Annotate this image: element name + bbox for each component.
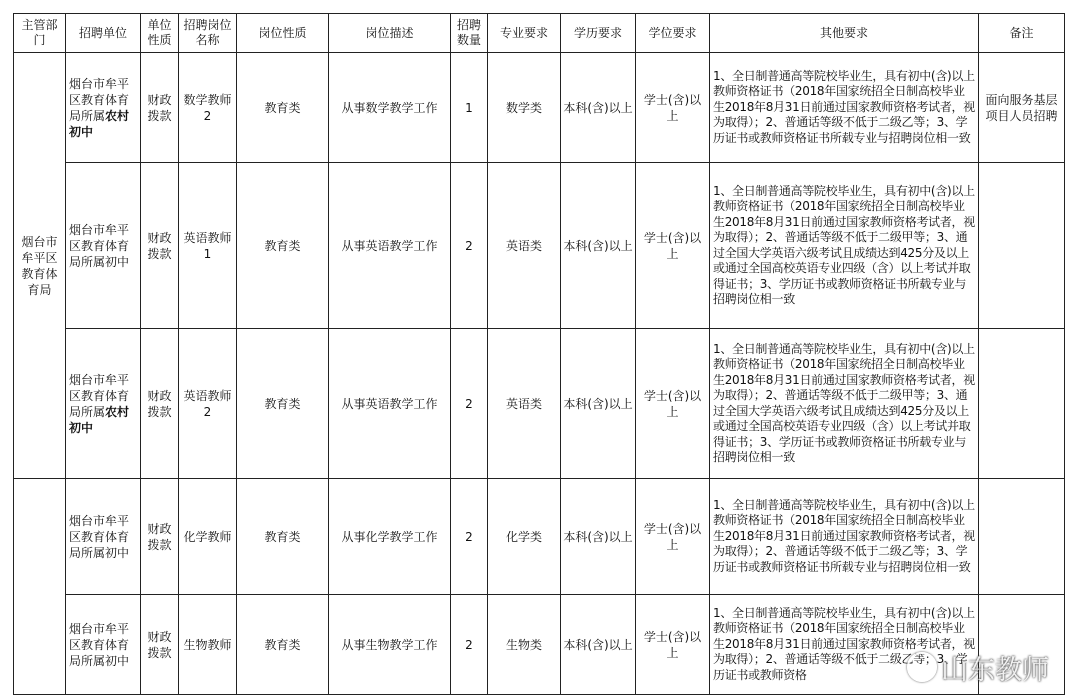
count-cell: 2 (451, 163, 488, 329)
count-cell: 2 (451, 595, 488, 695)
nature-cell: 财政拨款 (141, 329, 179, 479)
header-remark: 备注 (979, 14, 1065, 53)
unit-cell (66, 329, 141, 479)
major-cell: 数学类 (488, 53, 561, 163)
degree-cell: 学士(含)以上 (636, 53, 710, 163)
edu-cell: 本科(含)以上 (561, 329, 636, 479)
header-count: 招聘数量 (451, 14, 488, 53)
post-type-cell: 教育类 (237, 329, 329, 479)
major-cell: 英语类 (488, 163, 561, 329)
remark-cell: 面向服务基层项目人员招聘 (979, 53, 1065, 163)
header-post-name: 招聘岗位名称 (179, 14, 237, 53)
post-desc-cell: 从事生物教学工作 (329, 595, 451, 695)
recruitment-table (13, 13, 1065, 695)
unit-text: 烟台市牟平区教育体育局所属初中 (69, 621, 130, 668)
unit-text: 烟台市牟平区教育体育局所属初中 (69, 222, 130, 269)
post-desc-cell: 从事化学教学工作 (329, 479, 451, 595)
header-major: 专业要求 (488, 14, 561, 53)
nature-cell: 财政拨款 (141, 53, 179, 163)
count-cell: 2 (451, 329, 488, 479)
degree-cell: 学士(含)以上 (636, 329, 710, 479)
other-req-cell: 1、全日制普通高等院校毕业生，具有初中(含)以上教师资格证书（2018年国家统招全日制高校毕业生2018年8月31日前通过国家教师资格考试者，视为取得）；2、普通话等级不低于二级甲等；3、通过全国大学英语六级考试且成绩达到425分及以上或通过全国高校英语专业四级（含）以上考试并取得证书；3、学历证书或教师资格证书所载专业与招聘岗位相一致 (710, 163, 979, 329)
header-other: 其他要求 (710, 14, 979, 53)
other-req-cell: 1、全日制普通高等院校毕业生，具有初中(含)以上教师资格证书（2018年国家统招全日制高校毕业生2018年8月31日前通过国家教师资格考试者，视为取得）；2、普通话等级不低于二级乙等；3、学历证书或教师资格证书所载专业与招聘岗位相一致 (710, 53, 979, 163)
edu-cell: 本科(含)以上 (561, 479, 636, 595)
post-type-cell: 教育类 (237, 595, 329, 695)
degree-cell: 学士(含)以上 (636, 479, 710, 595)
edu-cell: 本科(含)以上 (561, 595, 636, 695)
unit-text: 烟台市牟平区教育体育局所属 (69, 372, 130, 419)
post-name-cell: 生物教师 (179, 595, 237, 695)
table-row (14, 329, 1065, 479)
header-post-type: 岗位性质 (237, 14, 329, 53)
header-degree: 学位要求 (636, 14, 710, 53)
nature-cell: 财政拨款 (141, 163, 179, 329)
header-post-desc: 岗位描述 (329, 14, 451, 53)
post-name-cell: 化学教师 (179, 479, 237, 595)
unit-cell (66, 53, 141, 163)
header-row (14, 14, 1065, 53)
count-cell: 2 (451, 479, 488, 595)
remark-cell (979, 479, 1065, 595)
edu-cell: 本科(含)以上 (561, 163, 636, 329)
unit-cell (66, 163, 141, 329)
unit-text: 烟台市牟平区教育体育局所属初中 (69, 513, 130, 560)
unit-text: 烟台市牟平区教育体育局所属 (69, 76, 130, 123)
post-desc-cell: 从事英语教学工作 (329, 163, 451, 329)
table-row (14, 479, 1065, 595)
unit-cell (66, 595, 141, 695)
header-nature: 单位性质 (141, 14, 179, 53)
nature-cell: 财政拨款 (141, 595, 179, 695)
header-dept: 主管部门 (14, 14, 66, 53)
wechat-logo-icon (907, 652, 937, 682)
watermark-text: 山东教师 (941, 654, 1049, 686)
header-edu: 学历要求 (561, 14, 636, 53)
major-cell: 化学类 (488, 479, 561, 595)
major-cell: 生物类 (488, 595, 561, 695)
dept-cell: 烟台市牟平区教育体育局 (14, 53, 66, 479)
table-row (14, 53, 1065, 163)
remark-cell (979, 163, 1065, 329)
post-type-cell: 教育类 (237, 163, 329, 329)
unit-text-bold: 农村初中 (69, 108, 130, 139)
nature-cell: 财政拨款 (141, 479, 179, 595)
post-desc-cell: 从事英语教学工作 (329, 329, 451, 479)
table-row (14, 163, 1065, 329)
dept-cell-empty (14, 479, 66, 695)
post-name-cell: 数学教师2 (179, 53, 237, 163)
major-cell: 英语类 (488, 329, 561, 479)
post-type-cell: 教育类 (237, 53, 329, 163)
post-desc-cell: 从事数学教学工作 (329, 53, 451, 163)
degree-cell: 学士(含)以上 (636, 595, 710, 695)
remark-cell (979, 329, 1065, 479)
post-type-cell: 教育类 (237, 479, 329, 595)
degree-cell: 学士(含)以上 (636, 163, 710, 329)
other-req-cell: 1、全日制普通高等院校毕业生，具有初中(含)以上教师资格证书（2018年国家统招全日制高校毕业生2018年8月31日前通过国家教师资格考试者，视为取得）；2、普通话等级不低于二级乙等；3、学历证书或教师资格 (710, 595, 979, 695)
unit-cell (66, 479, 141, 595)
unit-text-bold: 农村初中 (69, 404, 130, 435)
post-name-cell: 英语教师2 (179, 329, 237, 479)
edu-cell: 本科(含)以上 (561, 53, 636, 163)
header-unit: 招聘单位 (66, 14, 141, 53)
other-req-cell: 1、全日制普通高等院校毕业生，具有初中(含)以上教师资格证书（2018年国家统招全日制高校毕业生2018年8月31日前通过国家教师资格考试者，视为取得）；2、普通话等级不低于二级甲等；3、通过全国大学英语六级考试且成绩达到425分及以上或通过全国高校英语专业四级（含）以上考试并取得证书；3、学历证书或教师资格证书所载专业与招聘岗位相一致 (710, 329, 979, 479)
other-req-cell: 1、全日制普通高等院校毕业生，具有初中(含)以上教师资格证书（2018年国家统招全日制高校毕业生2018年8月31日前通过国家教师资格考试者，视为取得）；2、普通话等级不低于二级乙等；3、学历证书或教师资格证书所载专业与招聘岗位相一致 (710, 479, 979, 595)
post-name-cell: 英语教师1 (179, 163, 237, 329)
count-cell: 1 (451, 53, 488, 163)
watermark (907, 648, 1049, 686)
